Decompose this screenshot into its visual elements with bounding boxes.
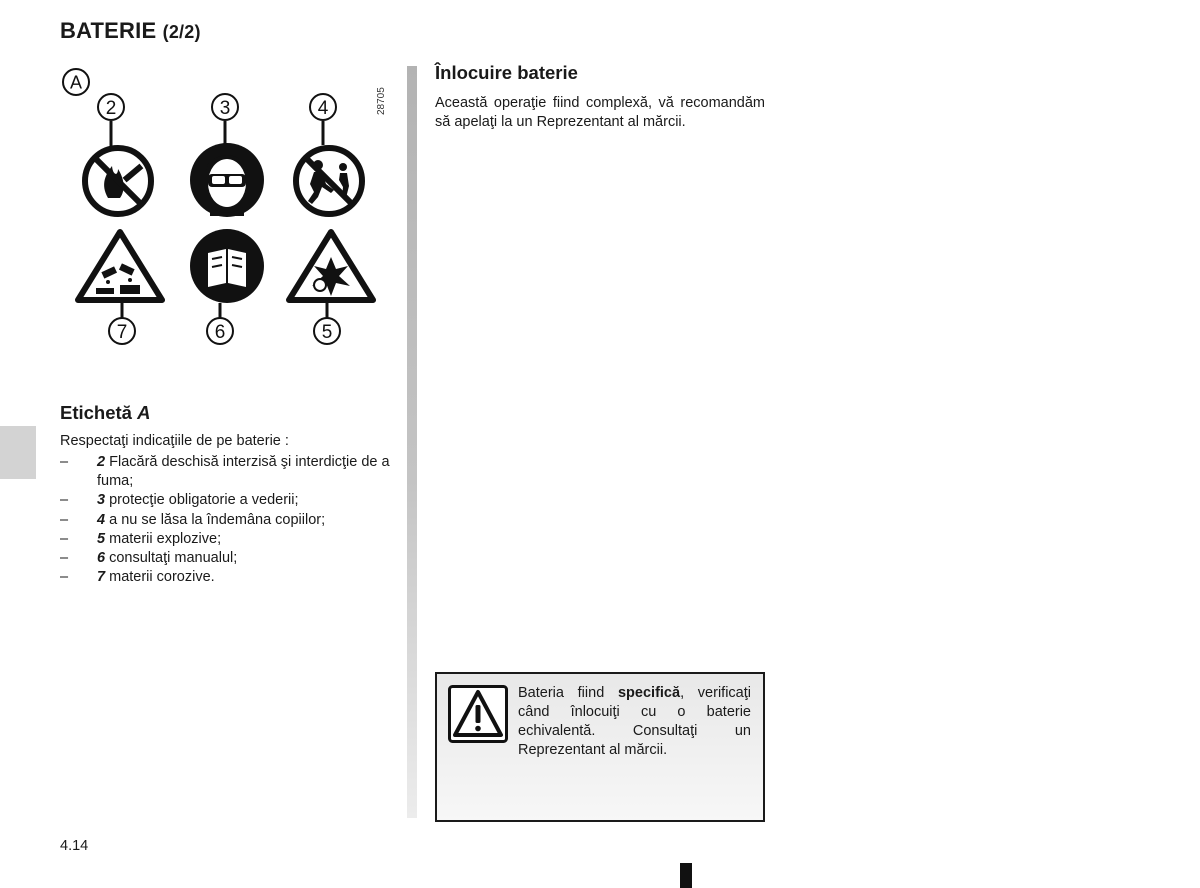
section-heading-letter: A [137, 402, 151, 423]
warning-text-emphasis: specifică [617, 685, 681, 701]
no-flame-icon [85, 148, 151, 214]
legend-item [60, 549, 405, 568]
list-dash: – [60, 454, 69, 470]
warning-text-end: , verificaţi când înlocuiţi cu o baterie echivalentă. Consultaţi un Reprezentant al mărcii. [518, 685, 751, 758]
callout-3 [212, 94, 238, 120]
legend-item-number: 3 [97, 492, 106, 509]
no-children-icon [296, 148, 362, 214]
chapter-side-tab [0, 426, 36, 479]
callout-4 [310, 94, 336, 120]
legend-item-text: materii explozive; [109, 530, 222, 547]
warning-triangle-icon [448, 685, 508, 743]
legend-item-text: consultaţi manualul; [109, 550, 238, 567]
column-divider [407, 66, 417, 818]
legend-item-text: a nu se lăsa la îndemâna copiilor; [109, 511, 326, 528]
page-number: 4.14 [60, 838, 89, 854]
warning-note-box [435, 672, 765, 822]
svg-text:7: 7 [116, 322, 128, 343]
manual-book-icon [190, 229, 264, 303]
section-heading-replacement: Înlocuire baterie [435, 62, 578, 83]
battery-label-figure [60, 66, 400, 356]
legend-item-text: materii corozive. [109, 569, 215, 586]
list-dash: – [60, 492, 69, 509]
callout-5 [314, 318, 340, 344]
figure-reference-code [364, 70, 394, 120]
svg-text:6: 6 [214, 322, 226, 343]
legend-item [60, 530, 405, 549]
list-dash: – [60, 550, 69, 567]
legend-item [60, 453, 405, 491]
corrosive-warning-icon [78, 232, 162, 300]
section-heading-text: Etichetă [60, 402, 132, 423]
legend-item-text: Flacără deschisă interzisă şi interdicţie de a fuma; [97, 454, 390, 490]
svg-text:2: 2 [105, 98, 117, 119]
page-title [60, 18, 201, 44]
callout-2 [98, 94, 124, 120]
svg-text:3: 3 [219, 98, 231, 119]
page-title-text: BATERIE [60, 18, 157, 43]
callout-6 [207, 318, 233, 344]
legend-item-number: 2 [97, 454, 106, 470]
svg-text:4: 4 [317, 98, 329, 119]
legend-item-number: 6 [97, 550, 106, 567]
eye-protection-icon [190, 143, 264, 217]
legend-item [60, 491, 405, 510]
warning-text-start: Bateria fiind [518, 685, 618, 701]
replacement-paragraph: Această operaţie fiind complexă, vă recomandăm să apelaţi la un Reprezentant al mărcii. [435, 95, 765, 130]
label-legend-list [60, 453, 405, 587]
page-title-part: (2/2) [162, 22, 201, 42]
warning-note-text [518, 684, 751, 760]
label-intro-text: Respectaţi indicaţiile de pe baterie : [60, 433, 289, 449]
list-dash: – [60, 511, 69, 528]
legend-item [60, 511, 405, 530]
svg-text:28705: 28705 [376, 87, 387, 115]
list-dash: – [60, 569, 69, 586]
section-heading-label [60, 402, 150, 424]
figure-label-a [63, 69, 89, 95]
svg-text:5: 5 [321, 322, 333, 343]
callout-7 [109, 318, 135, 344]
legend-item-text: protecţie obligatorie a vederii; [109, 492, 299, 509]
legend-item-number: 7 [97, 569, 106, 586]
svg-text:A: A [69, 72, 83, 93]
page-edge-marker [680, 863, 692, 888]
explosive-warning-icon [289, 232, 373, 300]
legend-item-number: 4 [97, 511, 106, 528]
list-dash: – [60, 530, 69, 547]
legend-item-number: 5 [97, 530, 106, 547]
legend-item [60, 568, 405, 587]
